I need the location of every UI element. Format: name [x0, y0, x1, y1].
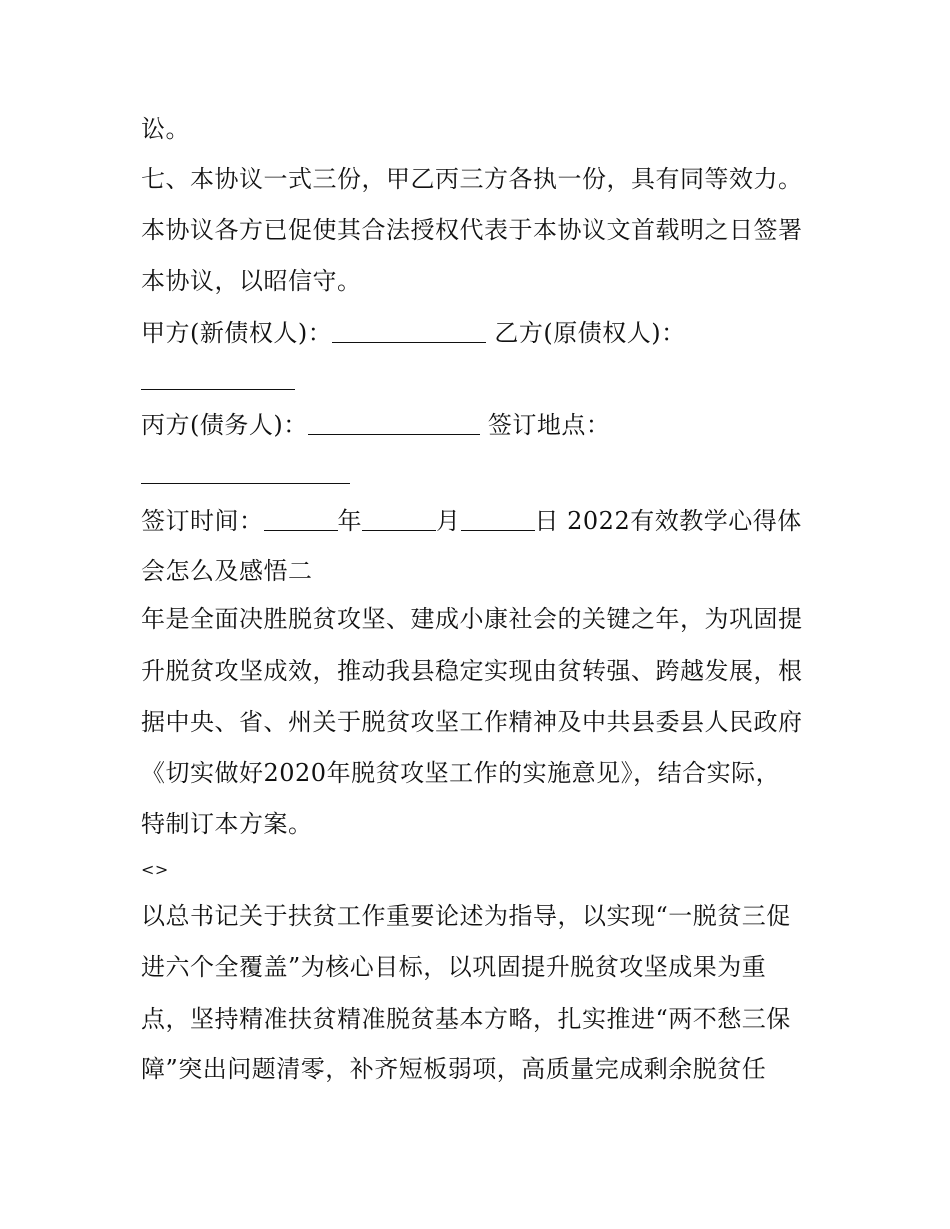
signature-line-c-place — [141, 409, 610, 441]
party-a-blank — [332, 320, 486, 343]
paragraph-line: 进六个全覆盖”为核心目标，以巩固提升脱贫攻坚成果为重 — [141, 953, 767, 981]
day-blank — [461, 508, 535, 531]
party-b-blank — [141, 367, 295, 390]
party-c-label: 丙方(债务人)： — [141, 411, 308, 439]
paragraph-line: 本协议各方已促使其合法授权代表于本协议文首载明之日签署 — [141, 216, 803, 244]
paragraph-line: 讼。 — [141, 115, 190, 143]
paragraph-line: 以总书记关于扶贫工作重要论述为指导，以实现“一脱贫三促 — [141, 902, 791, 930]
day-label: 日 — [534, 507, 559, 535]
year-label: 年 — [337, 507, 362, 535]
trailing-title: 2022有效教学心得体 — [567, 507, 802, 535]
year-blank — [264, 508, 338, 531]
paragraph-line: 本协议，以昭信守。 — [141, 267, 362, 295]
paragraph-line: 障”突出问题清零，补齐短板弱项，高质量完成剩余脱贫任 — [141, 1055, 767, 1083]
place-label: 签订地点： — [487, 411, 611, 439]
paragraph-line: 特制订本方案。 — [141, 810, 313, 838]
month-label: 月 — [436, 507, 461, 535]
party-b-label: 乙方(原债权人)： — [494, 319, 686, 347]
marker-line: <> — [141, 860, 169, 879]
place-blank — [141, 461, 350, 484]
paragraph-line: 升脱贫攻坚成效，推动我县稳定实现由贫转强、跨越发展，根 — [141, 657, 803, 685]
signature-blank-line — [141, 458, 350, 490]
party-a-label: 甲方(新债权人)： — [141, 319, 333, 347]
paragraph-line: 七、本协议一式三份，甲乙丙三方各执一份，具有同等效力。 — [141, 165, 803, 193]
party-c-blank — [308, 412, 480, 435]
paragraph-line: 会怎么及感悟二 — [141, 557, 313, 585]
paragraph-line: 点，坚持精准扶贫精准脱贫基本方略，扎实推进“两不愁三保 — [141, 1005, 791, 1033]
month-blank — [362, 508, 436, 531]
time-label: 签订时间： — [141, 507, 264, 535]
paragraph-line: 据中央、省、州关于脱贫攻坚工作精神及中共县委县人民政府 — [141, 708, 803, 736]
signature-time-line — [141, 505, 802, 537]
paragraph-line: 年是全面决胜脱贫攻坚、建成小康社会的关键之年，为巩固提 — [141, 605, 803, 633]
signature-blank-line — [141, 364, 295, 396]
paragraph-line: 《切实做好2020年脱贫攻坚工作的实施意见》，结合实际， — [141, 759, 781, 787]
signature-line-a-b — [141, 317, 686, 349]
